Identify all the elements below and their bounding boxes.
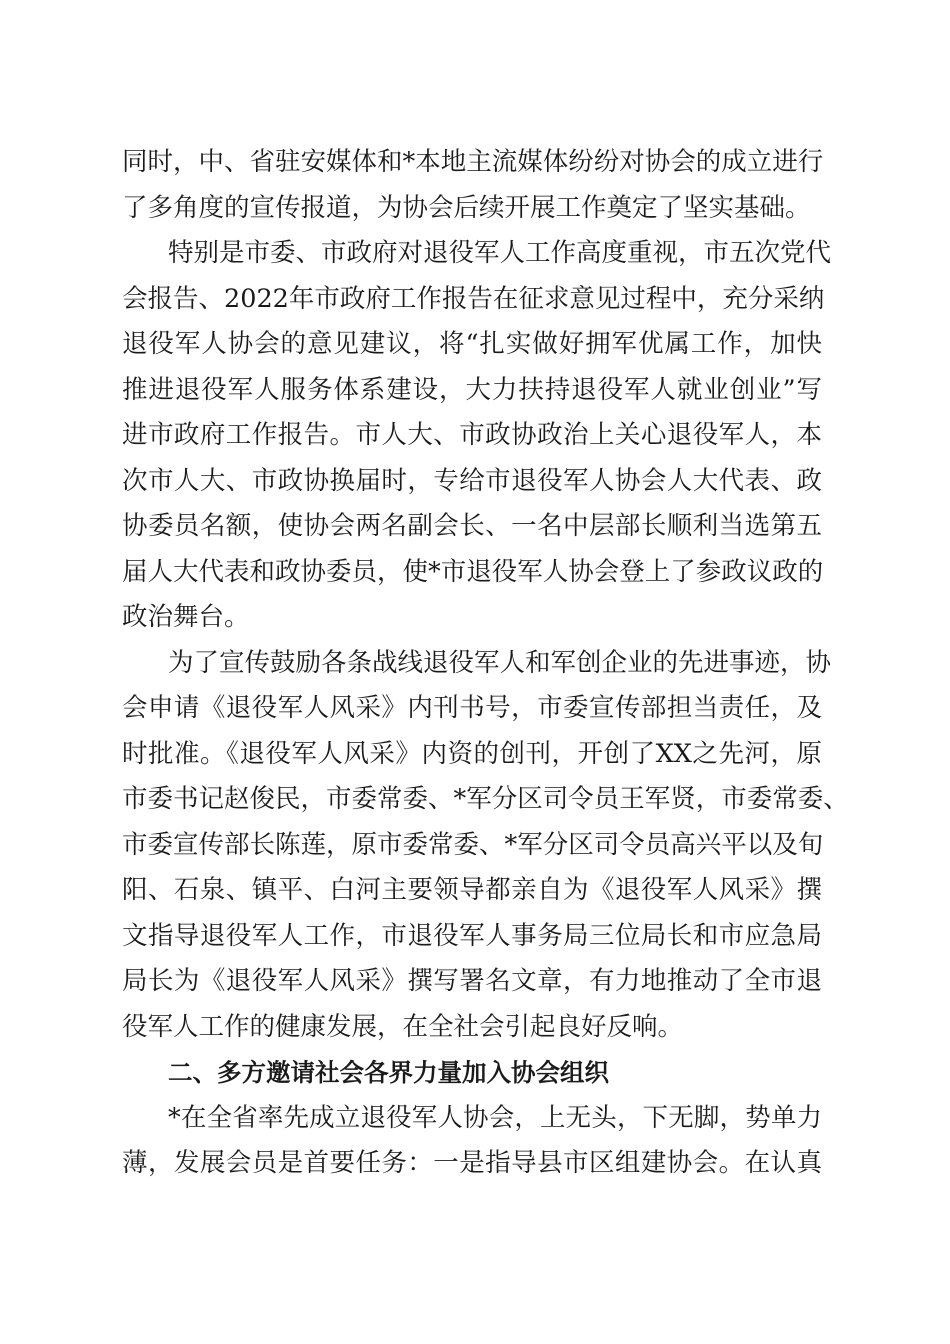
- text-line: 为了宣传鼓励各条战线退役军人和军创企业的先进事迹，协: [168, 647, 832, 678]
- text-line: 次市人大、市政协换届时，专给市退役军人协会人大代表、政: [122, 465, 822, 496]
- text-line: 局长为《退役军人风采》撰写署名文章，有力地推动了全市退: [122, 966, 822, 996]
- text-line: 会申请《退役军人风采》内刊书号，市委宣传部担当责任，及: [122, 693, 822, 723]
- text-line: 协委员名额，使协会两名副会长、一名中层部长顺利当选第五: [122, 511, 822, 541]
- text-line: *在全省率先成立退役军人协会，上无头，下无脚，势单力: [168, 1102, 822, 1133]
- paragraph: [122, 140, 822, 231]
- text-line: 时批准。《退役军人风采》内资的创刊，开创了XX之先河，原: [122, 738, 822, 769]
- document-body: [122, 140, 849, 1187]
- section-heading: [122, 1050, 822, 1096]
- text-line: 特别是市委、市政府对退役军人工作高度重视，市五次党代: [168, 238, 832, 268]
- text-line: 文指导退役军人工作，市退役军人事务局三位局长和市应急局: [122, 920, 822, 951]
- paragraph: [122, 641, 849, 1051]
- text-line: 会报告、2022年市政府工作报告在征求意见过程中，充分采纳: [122, 283, 825, 314]
- text-line: 阳、石泉、镇平、白河主要领导都亲自为《退役军人风采》撰: [122, 875, 822, 905]
- paragraph: [122, 1096, 822, 1187]
- text-line: 推进退役军人服务体系建设，大力扶持退役军人就业创业”写: [122, 374, 822, 405]
- text-line: 届人大代表和政协委员，使*市退役军人协会登上了参政议政的: [122, 556, 824, 587]
- text-line: 了多角度的宣传报道，为协会后续开展工作奠定了坚实基础。: [122, 192, 811, 223]
- text-line: 退役军人协会的意见建议，将“扎实做好拥军优属工作，加快: [122, 329, 822, 359]
- paragraph: [122, 231, 832, 641]
- text-line: 役军人工作的健康发展，在全社会引起良好反响。: [122, 1011, 684, 1042]
- text-line: 政治舞台。: [122, 602, 250, 632]
- text-line: 薄，发展会员是首要任务：一是指导县市区组建协会。在认真: [122, 1148, 822, 1178]
- text-line: 同时，中、省驻安媒体和*本地主流媒体纷纷对协会的成立进行: [122, 147, 824, 177]
- heading-text: 二、多方邀请社会各界力量加入协会组织: [168, 1058, 609, 1087]
- text-line: 市委宣传部长陈莲，原市委常委、*军分区司令员高兴平以及旬: [122, 829, 824, 860]
- text-line: 市委书记赵俊民，市委常委、*军分区司令员王军贤，市委常委、: [122, 784, 849, 814]
- text-line: 进市政府工作报告。市人大、市政协政治上关心退役军人，本: [122, 420, 822, 450]
